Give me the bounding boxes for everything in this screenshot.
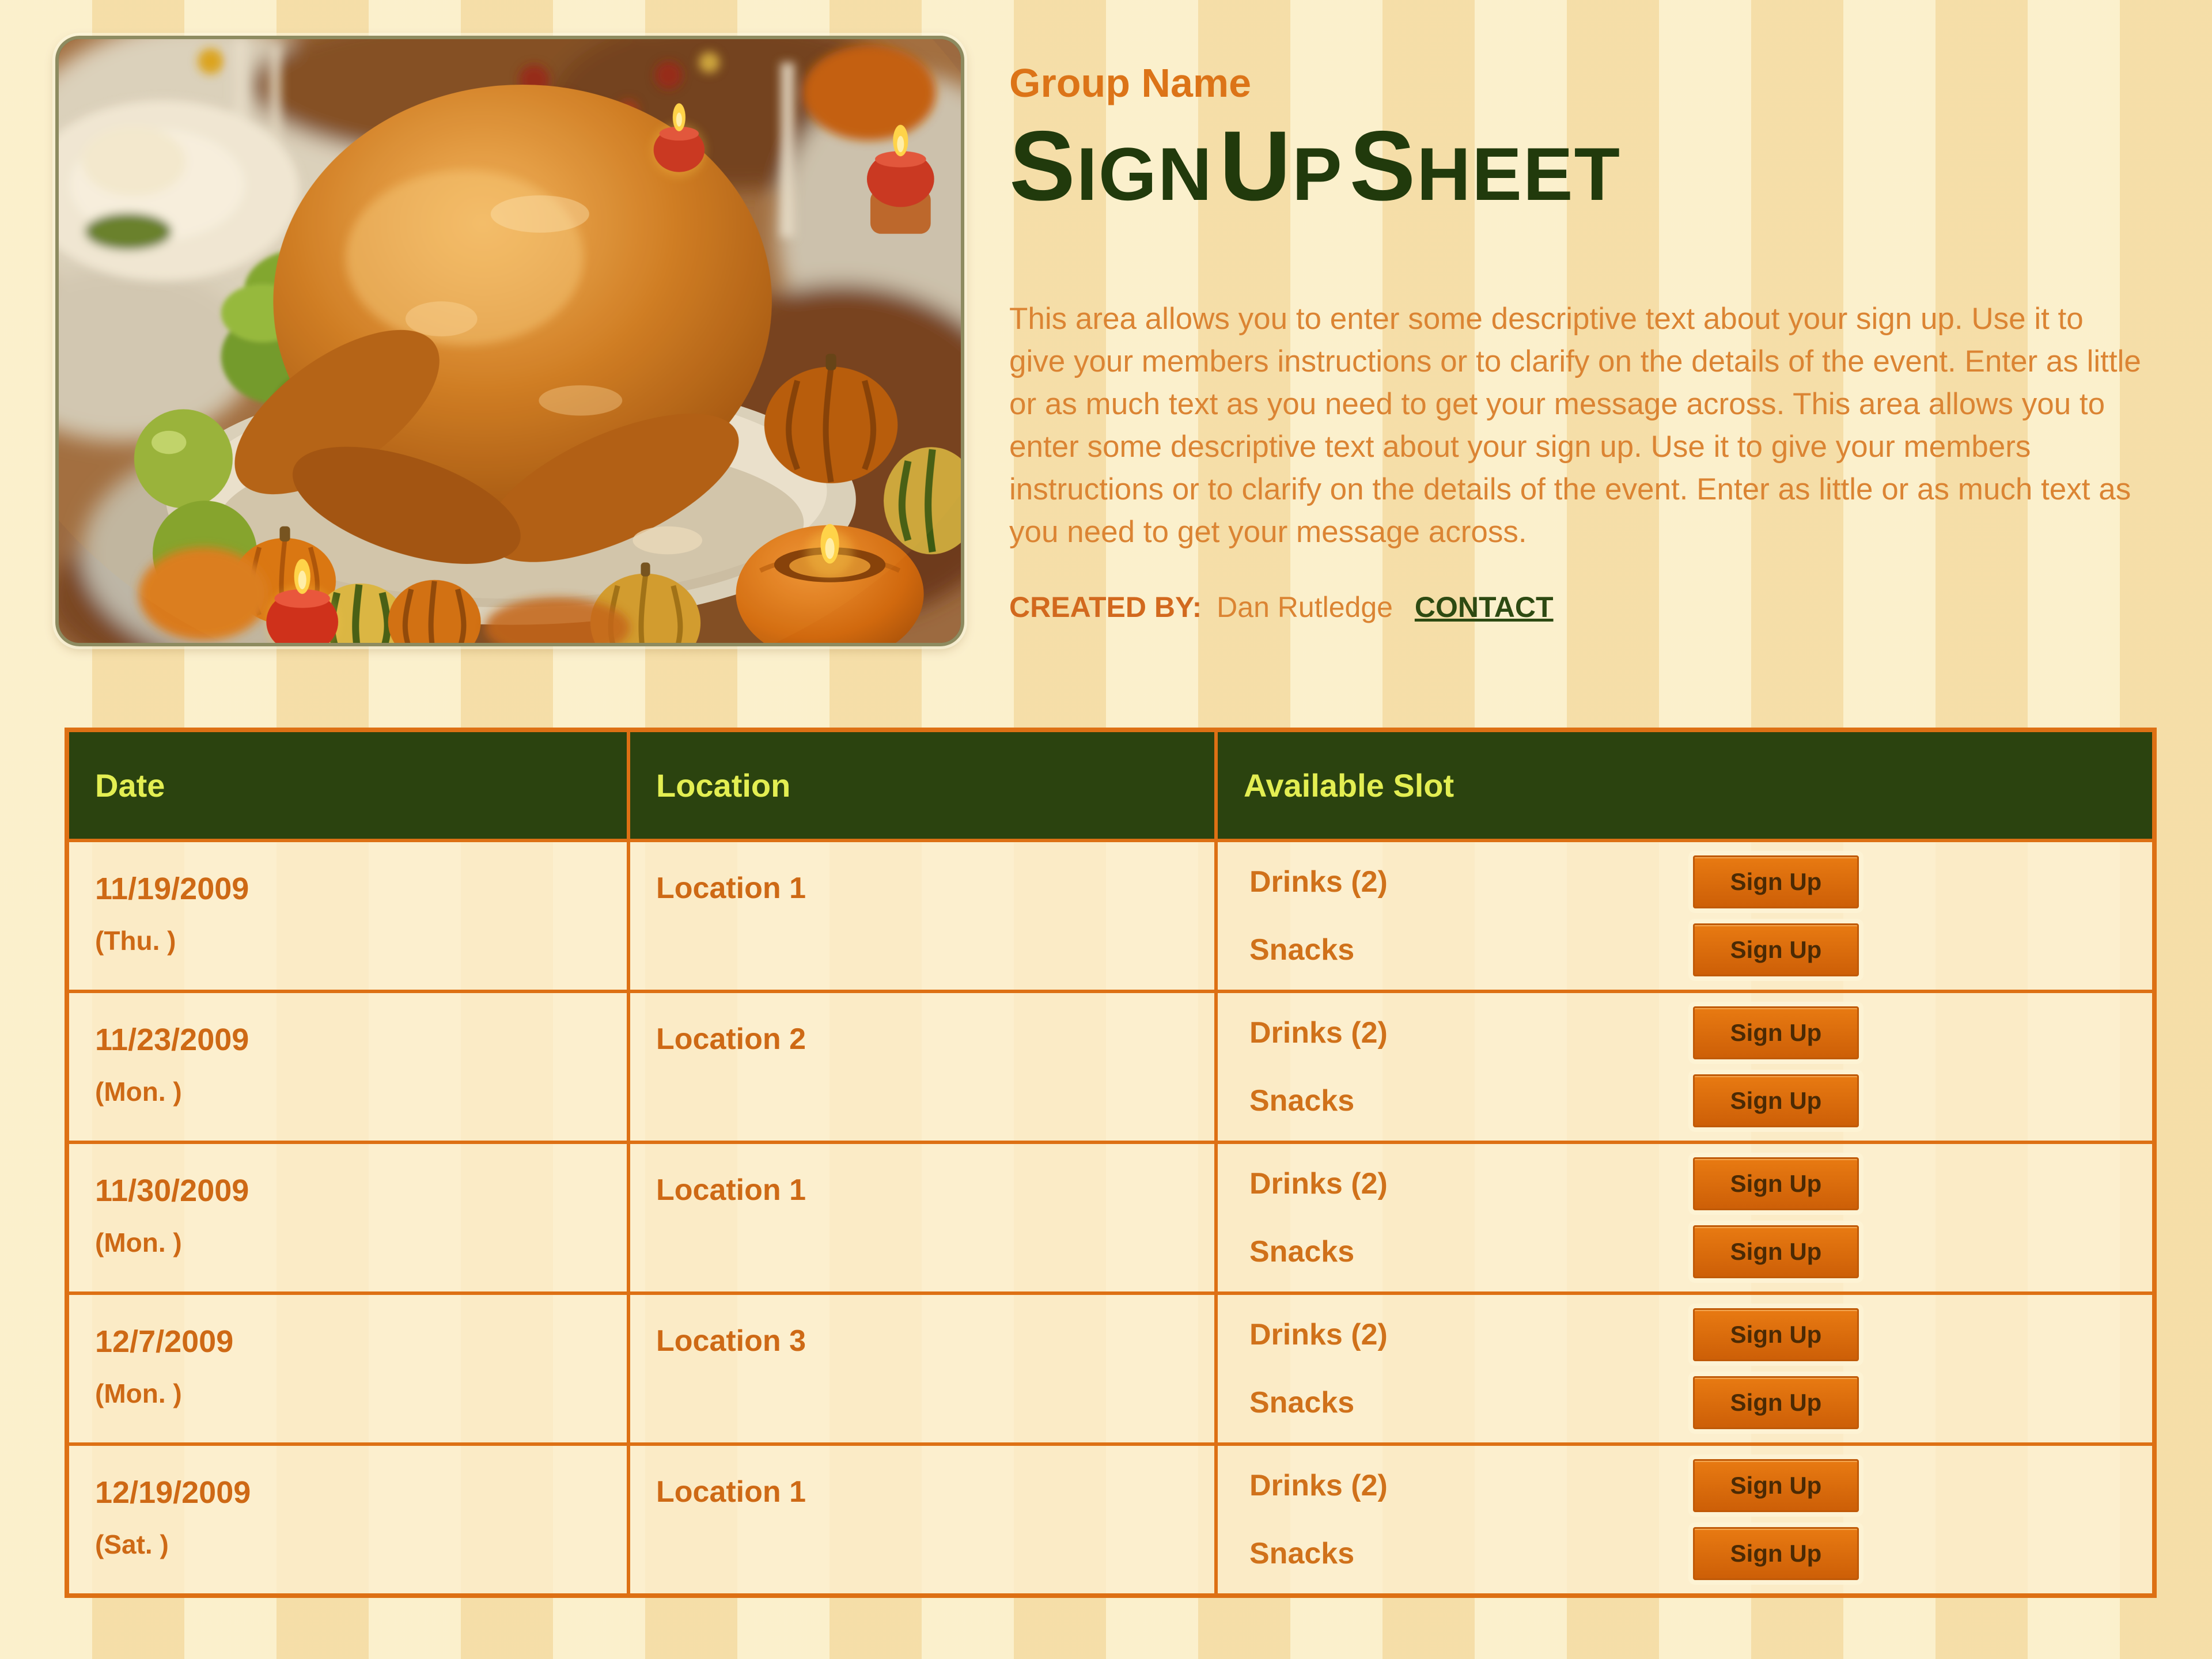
slots-cell xyxy=(1214,993,2152,1141)
slot-label: Snacks xyxy=(1249,1386,1355,1419)
sign-up-button[interactable]: Sign Up xyxy=(1693,1527,1859,1580)
slot-label: Drinks (2) xyxy=(1249,1167,1388,1200)
location-cell: Location 1 xyxy=(627,1446,1214,1593)
slot-label: Snacks xyxy=(1249,1537,1355,1570)
slot-line xyxy=(1249,1070,2152,1131)
sign-up-button[interactable]: Sign Up xyxy=(1693,1006,1859,1059)
day-value: (Sat. ) xyxy=(95,1529,169,1559)
slot-line xyxy=(1249,1221,2152,1282)
date-cell xyxy=(69,1144,627,1291)
description-text: This area allows you to enter some descriptive text about your sign up. Use it to give your members instructions or to clarify on the details of the event. Enter as little or as much text as you need to get your message across. This area allows you to enter some descriptive text about your sign up. Use it to give your members instructions or to clarify on the details of the event. Enter as little or as much text as you need to get your message across. xyxy=(1009,301,2141,549)
date-value: 12/19/2009 xyxy=(95,1475,251,1510)
header xyxy=(1009,60,2167,624)
slots-cell xyxy=(1214,842,2152,990)
date-cell xyxy=(69,1295,627,1442)
table-header-row xyxy=(69,732,2152,839)
slot-line xyxy=(1249,1304,2152,1365)
slot-label: Drinks (2) xyxy=(1249,1318,1388,1351)
slots-cell xyxy=(1214,1446,2152,1593)
slot-line xyxy=(1249,1002,2152,1063)
location-cell: Location 1 xyxy=(627,842,1214,990)
slot-line xyxy=(1249,1372,2152,1433)
date-cell xyxy=(69,1446,627,1593)
sign-up-button[interactable]: Sign Up xyxy=(1693,1459,1859,1512)
slots-cell xyxy=(1214,1295,2152,1442)
slot-label: Drinks (2) xyxy=(1249,865,1388,899)
created-by-label: CREATED BY: xyxy=(1009,590,1202,623)
table-row xyxy=(69,1141,2152,1291)
slot-label: Snacks xyxy=(1249,933,1355,967)
slot-line xyxy=(1249,1523,2152,1584)
group-name: Group Name xyxy=(1009,60,1252,105)
page-title: SIGN UP SHEET xyxy=(1009,111,1622,221)
slot-label: Snacks xyxy=(1249,1235,1355,1268)
date-value: 11/19/2009 xyxy=(95,872,249,906)
slot-line xyxy=(1249,1455,2152,1516)
day-value: (Thu. ) xyxy=(95,926,176,956)
turkey-dinner-illustration xyxy=(59,39,961,643)
signup-table xyxy=(65,728,2157,1598)
sign-up-button[interactable]: Sign Up xyxy=(1693,1308,1859,1361)
sign-up-button[interactable]: Sign Up xyxy=(1693,1225,1859,1278)
date-value: 11/30/2009 xyxy=(95,1173,249,1208)
sign-up-button[interactable]: Sign Up xyxy=(1693,855,1859,908)
slot-label: Drinks (2) xyxy=(1249,1016,1388,1050)
thanksgiving-photo xyxy=(55,36,964,646)
day-value: (Mon. ) xyxy=(95,1378,182,1408)
date-cell xyxy=(69,842,627,990)
location-cell: Location 2 xyxy=(627,993,1214,1141)
date-value: 11/23/2009 xyxy=(95,1022,249,1057)
sign-up-button[interactable]: Sign Up xyxy=(1693,1157,1859,1210)
slot-line xyxy=(1249,1153,2152,1214)
table-row xyxy=(69,839,2152,990)
column-header-date: Date xyxy=(95,767,165,804)
slot-label: Drinks (2) xyxy=(1249,1469,1388,1502)
sign-up-button[interactable]: Sign Up xyxy=(1693,1074,1859,1127)
slot-line xyxy=(1249,851,2152,912)
location-cell: Location 3 xyxy=(627,1295,1214,1442)
date-value: 12/7/2009 xyxy=(95,1324,234,1359)
created-by-name: Dan Rutledge xyxy=(1217,590,1393,623)
sign-up-button[interactable]: Sign Up xyxy=(1693,923,1859,976)
date-cell xyxy=(69,993,627,1141)
contact-link[interactable]: CONTACT xyxy=(1414,590,1554,623)
column-header-location: Location xyxy=(627,732,1214,839)
location-cell: Location 1 xyxy=(627,1144,1214,1291)
slot-label: Snacks xyxy=(1249,1084,1355,1118)
table-row xyxy=(69,990,2152,1141)
created-by-line xyxy=(1009,590,2167,624)
column-header-available-slot: Available Slot xyxy=(1214,732,2152,839)
slots-cell xyxy=(1214,1144,2152,1291)
sign-up-button[interactable]: Sign Up xyxy=(1693,1376,1859,1429)
table-body xyxy=(69,839,2152,1593)
slot-line xyxy=(1249,919,2152,980)
day-value: (Mon. ) xyxy=(95,1228,182,1257)
table-row xyxy=(69,1442,2152,1593)
table-row xyxy=(69,1291,2152,1442)
day-value: (Mon. ) xyxy=(95,1077,182,1107)
